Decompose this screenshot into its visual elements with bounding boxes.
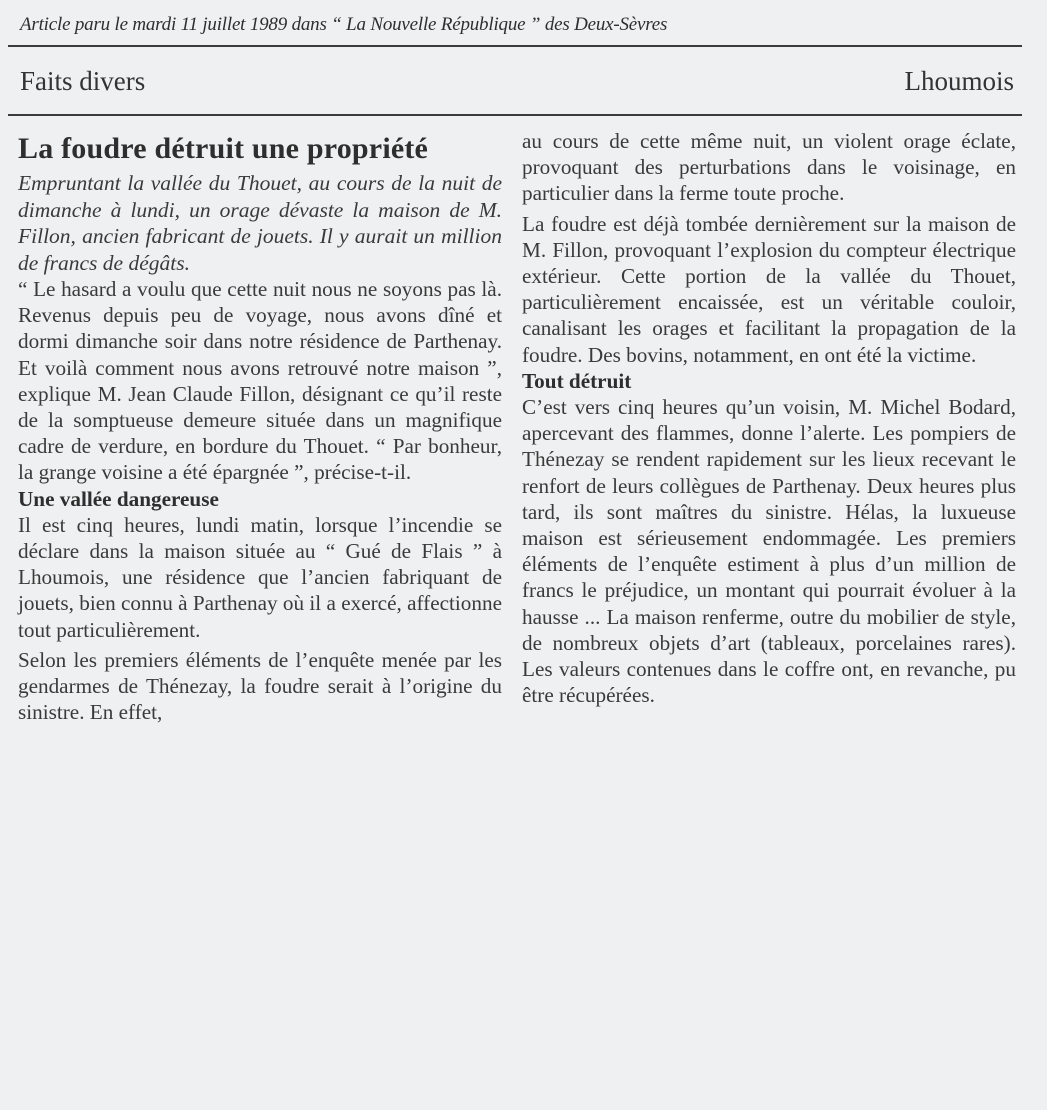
paragraph: au cours de cette même nuit, un violent orage éclate, provoquant des perturbations dans le voisinage, en particulier dans la ferme toute proche. xyxy=(522,129,1016,206)
section-rule xyxy=(8,114,1022,116)
paragraph: Il est cinq heures, lundi matin, lorsque l’incendie se déclare dans la maison située au “ Gué de Flais ” à Lhoumois, une résidence que l’ancien fabriquant de jouets, bien connu à Parthenay où il a exercé, affectionne tout particulièrement. xyxy=(18,512,502,642)
top-rule xyxy=(8,45,1022,47)
paragraph: Selon les premiers éléments de l’enquête menée par les gendarmes de Thénezay, la foudre serait à l’origine du sinistre. En effet, xyxy=(18,647,502,725)
location-label: Lhoumois xyxy=(904,66,1014,96)
paragraph: “ Le hasard a voulu que cette nuit nous ne soyons pas là. Revenus depuis peu de voyage, nous avons dîné et dormi dimanche soir dans notre résidence de Parthenay. Et voilà comment nous avons retrouvé notre maison ”, explique M. Jean Claude Fillon, désignant ce qu’il reste de la somptueuse demeure située dans un magnifique cadre de verdure, en bordure du Thouet. “ Par bonheur, la grange voisine a été épargnée ”, précise-t-il. xyxy=(18,277,502,485)
source-line: Article paru le mardi 11 juillet 1989 dans “ La Nouvelle République ” des Deux-Sèvres xyxy=(20,14,668,35)
paragraph: La foudre est déjà tombée dernièrement sur la maison de M. Fillon, provoquant l’explosion du compteur électrique extérieur. Cette portion de la vallée du Thouet, particulièrement encaissée, est un véritable couloir, canalisant les orages et facilitant la propagation de la foudre. Des bovins, notamment, en ont été la victime. xyxy=(522,211,1016,367)
subheading: Une vallée dangereuse xyxy=(18,486,219,511)
article-lead: Empruntant la vallée du Thouet, au cours de la nuit de dimanche à lundi, un orage dévaste la maison de M. Fillon, ancien fabricant de jouets. Il y aurait un million de francs de dégâts. xyxy=(18,171,502,275)
section-label: Faits divers xyxy=(20,66,146,96)
headline: La foudre détruit une propriété xyxy=(18,132,429,165)
subheading: Tout détruit xyxy=(522,368,632,393)
section-header xyxy=(20,66,1014,97)
article-column-right xyxy=(522,128,1016,708)
article-column-left xyxy=(18,128,502,725)
paragraph: C’est vers cinq heures qu’un voisin, M. Michel Bodard, apercevant des flammes, donne l’alerte. Les pompiers de Thénezay se rendent rapidement sur les lieux recevant le renfort de leurs collègues de Parthenay. Deux heures plus tard, ils sont maîtres du sinistre. Hélas, la luxueuse maison est sérieusement endommagée. Les premiers éléments de l’enquête estiment à plus d’un million de francs le préjudice, un montant qui pourrait évoluer à la hausse ... La maison renferme, outre du mobilier de style, de nombreux objets d’art (tableaux, porcelaines rares). Les valeurs contenues dans le coffre ont, en revanche, pu être récupérées. xyxy=(522,395,1016,708)
